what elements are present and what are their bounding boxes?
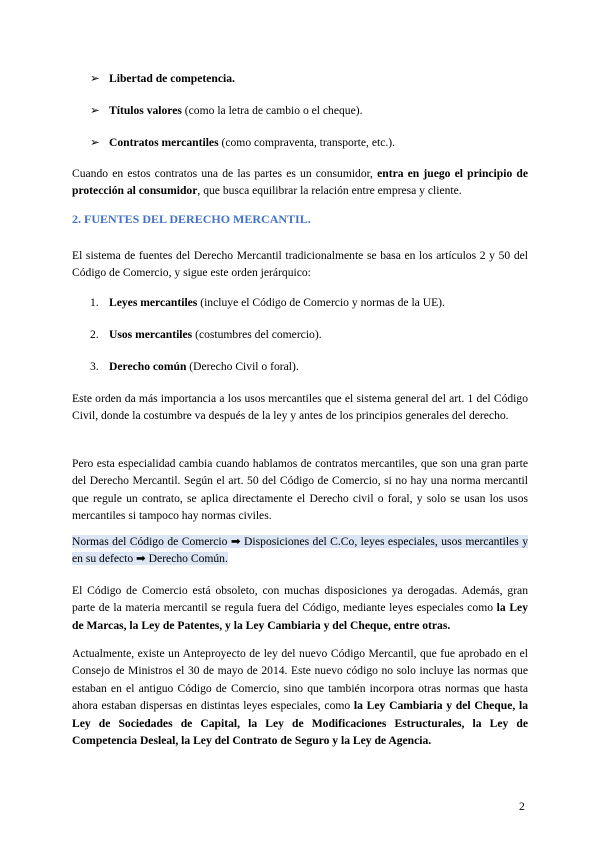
item-text: (incluye el Código de Comercio y normas de la UE). xyxy=(197,296,445,309)
item-bold-text: Leyes mercantiles xyxy=(109,296,198,309)
obsoleto-paragraph: El Código de Comercio está obsoleto, con muchas disposiciones ya derogadas. Además, gran parte de la materia mercantil se regula fuera del Código, mediante leyes especiales como la Ley de Marcas, la Ley de Patentes, y la Ley Cambiaria y del Cheque, entre otras. xyxy=(72,584,529,632)
arrow-bullet-icon: ➢ xyxy=(90,104,100,117)
item-number: 3. xyxy=(90,360,99,373)
item-bold-text: Usos mercantiles xyxy=(109,328,193,341)
numbered-item xyxy=(90,295,445,311)
arrow-bullet-icon: ➢ xyxy=(90,136,100,149)
numbered-item xyxy=(90,327,322,343)
bullet-bold-text: Contratos mercantiles xyxy=(109,136,219,149)
bullet-bold-text: Libertad de competencia. xyxy=(109,72,235,85)
page-number: 2 xyxy=(519,800,525,813)
bullet-text: (como compraventa, transporte, etc.). xyxy=(218,136,396,149)
bullet-item xyxy=(90,71,235,87)
bullet-item xyxy=(90,103,363,119)
item-text: (costumbres del comercio). xyxy=(192,328,322,341)
highlighted-text: Normas del Código de Comercio ➡ Disposiciones del C.Co, leyes especiales, usos mercantiles y en su defecto ➡ Derecho Común. xyxy=(72,535,528,566)
bullet-text: (como la letra de cambio o el cheque). xyxy=(181,104,363,117)
section-heading: 2. FUENTES DEL DERECHO MERCANTIL. xyxy=(72,212,311,226)
item-bold-text: Derecho común xyxy=(109,360,187,373)
anteproyecto-paragraph: Actualmente, existe un Anteproyecto de ley del nuevo Código Mercantil, que fue aprobado en el Consejo de Ministros el 30 de mayo de 2014. Este nuevo código no solo incluye las normas que estaban en el antiguo Código de Comercio, sino que también incorpora otras normas que hasta ahora estaban dispersas en distintas leyes especiales, como la Ley Cambiaria y del Cheque, la Ley de Sociedades de Capital, la Ley de Modificaciones Estructurales, la Ley de Competencia Desleal, la Ley del Contrato de Seguro y la Ley de Agencia. xyxy=(72,647,528,748)
bullet-item xyxy=(90,135,395,151)
item-number: 1. xyxy=(90,296,99,309)
item-number: 2. xyxy=(90,328,99,341)
item-text: (Derecho Civil o foral). xyxy=(186,360,299,373)
consumer-paragraph: Cuando en estos contratos una de las partes es un consumidor, entra en juego el principio de protección al consumidor, que busca equilibrar la relación entre empresa y cliente. xyxy=(72,167,528,198)
bullet-bold-text: Títulos valores xyxy=(109,104,182,117)
arrow-bullet-icon: ➢ xyxy=(90,72,100,85)
highlight-paragraph xyxy=(72,533,528,568)
usos-paragraph: Este orden da más importancia a los usos mercantiles que el sistema general del art. 1 del Código Civil, donde la costumbre va después de la ley y antes de los principios generales del derecho. xyxy=(72,392,528,423)
especialidad-paragraph: Pero esta especialidad cambia cuando hablamos de contratos mercantiles, que son una gran parte del Derecho Mercantil. Según el art. 50 del Código de Comercio, si no hay una norma mercantil que regule un contrato, se aplica directamente el Derecho civil o foral, y solo se usan los usos mercantiles si tampoco hay normas civiles. xyxy=(72,457,528,523)
numbered-item xyxy=(90,359,299,375)
intro-paragraph: El sistema de fuentes del Derecho Mercantil tradicionalmente se basa en los artículos 2 y 50 del Código de Comercio, y sigue este orden jerárquico: xyxy=(72,249,528,280)
